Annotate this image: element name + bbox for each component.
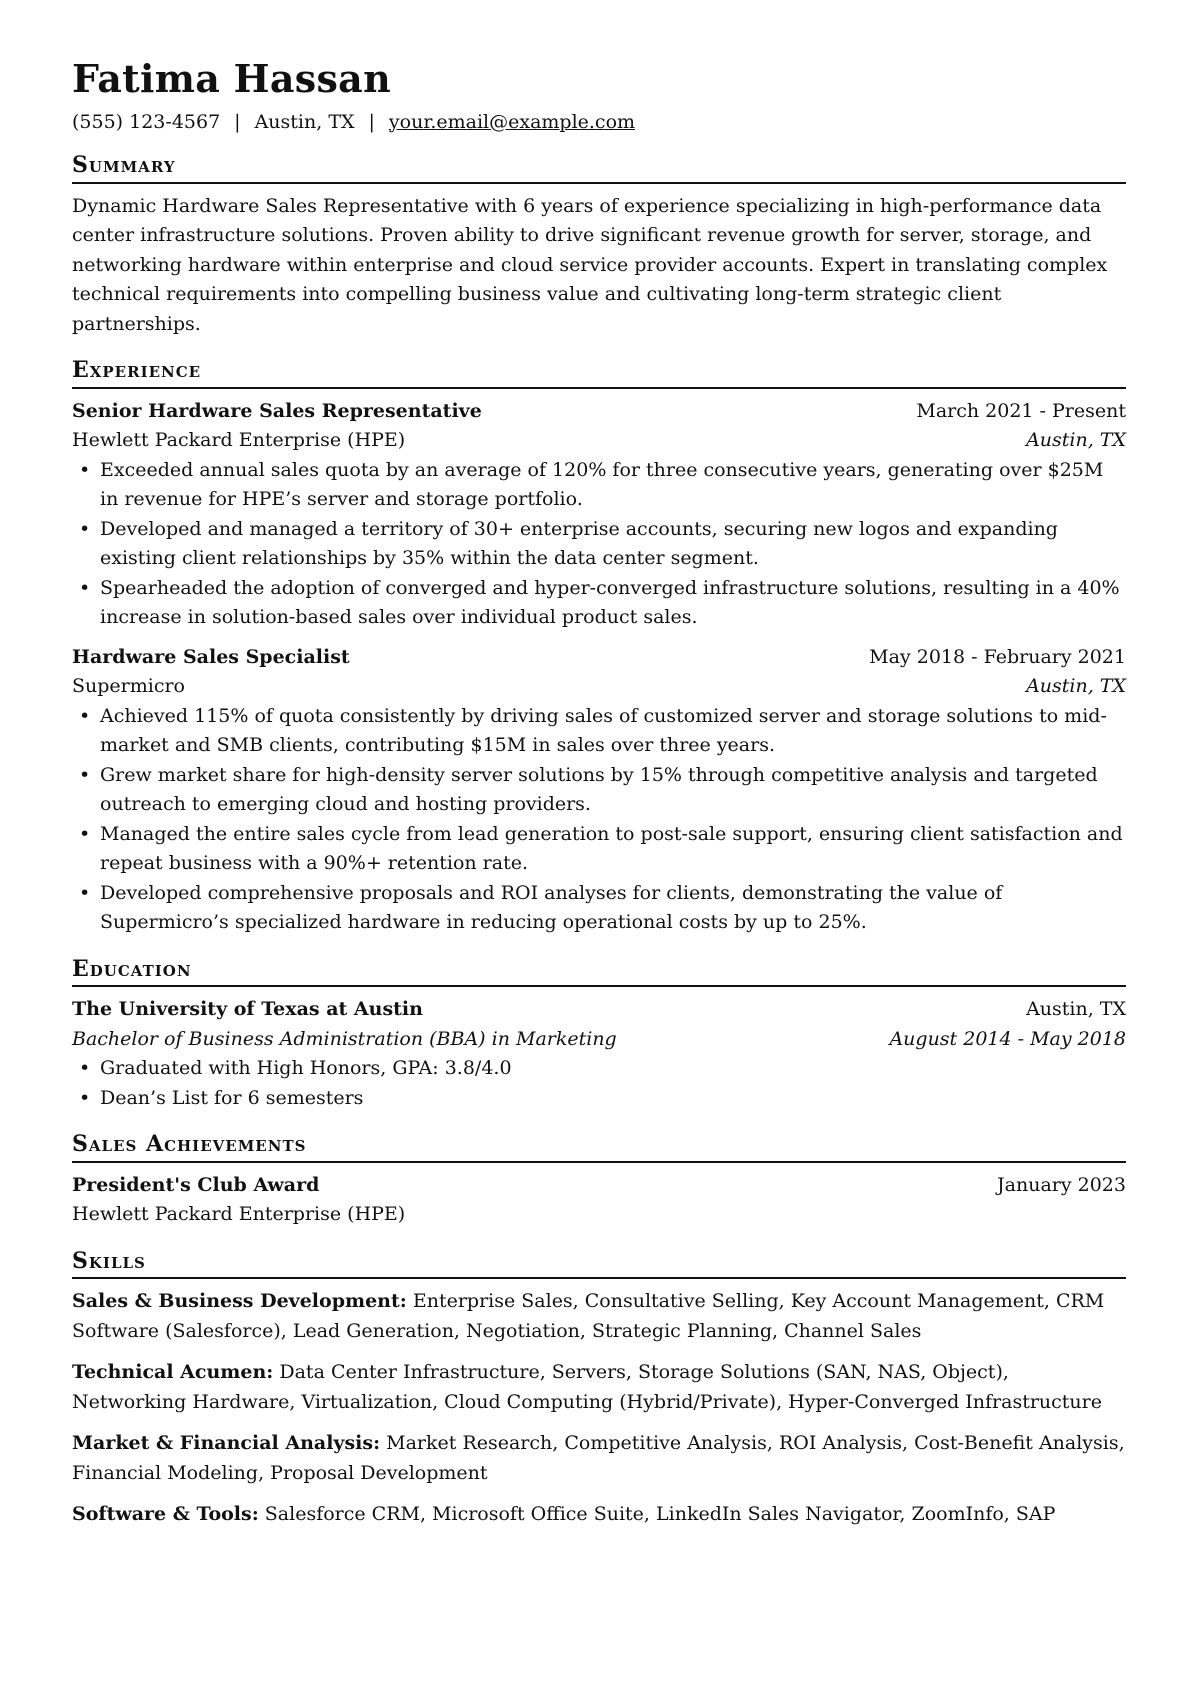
contact-separator: |	[368, 110, 375, 133]
job-title: Hardware Sales Specialist	[72, 645, 350, 668]
job-location: Austin, TX	[1026, 429, 1126, 452]
section-title-skills: Skills	[72, 1248, 1126, 1280]
skill-group	[72, 1358, 1126, 1417]
skill-list: Salesforce CRM, Microsoft Office Suite, LinkedIn Sales Navigator, ZoomInfo, SAP	[264, 1503, 1056, 1526]
experience-entry	[72, 397, 1126, 633]
skill-label: Sales & Business Development:	[72, 1290, 407, 1313]
section-title-summary: Summary	[72, 152, 1126, 184]
skill-list: Data Center Infrastructure, Servers, Storage Solutions (SAN, NAS, Object), Networking Hardware, Virtualization, Cloud Computing (Hybrid/Private), Hyper-Converged Infrastructure	[72, 1361, 1102, 1413]
bullet-item: • Managed the entire sales cycle from lead generation to post-sale support, ensuring client satisfaction and repeat business with a 90%+ retention rate.	[72, 820, 1126, 879]
award-date: January 2023	[997, 1173, 1126, 1196]
achievement-entry	[72, 1171, 1126, 1230]
job-location: Austin, TX	[1026, 675, 1126, 698]
skill-list: Enterprise Sales, Consultative Selling, Key Account Management, CRM Software (Salesforce), Lead Generation, Negotiation, Strategic Planning, Channel Sales	[72, 1290, 1105, 1342]
bullet-list	[72, 456, 1126, 633]
bullet-item: • Grew market share for high-density server solutions by 15% through competitive analysis and targeted outreach to emerging cloud and hosting providers.	[72, 761, 1126, 820]
award-organization: Hewlett Packard Enterprise (HPE)	[72, 1203, 406, 1226]
bullet-item: • Dean’s List for 6 semesters	[72, 1084, 1126, 1114]
resume-page	[72, 56, 1126, 1542]
summary-text: Dynamic Hardware Sales Representative with 6 years of experience specializing in high-performance data center infrastructure solutions. Proven ability to drive significant revenue growth for server, storage, and networking hardware within enterprise and cloud service provider accounts. Expert in translating complex technical requirements into compelling business value and cultivating long-term strategic client partnerships.	[72, 194, 1108, 335]
school-location: Austin, TX	[1026, 998, 1126, 1021]
education-entry	[72, 995, 1126, 1113]
bullet-item: • Developed and managed a territory of 30+ enterprise accounts, securing new logos and expanding existing client relationships by 35% within the data center segment.	[72, 515, 1126, 574]
location: Austin, TX	[254, 110, 355, 133]
degree: Bachelor of Business Administration (BBA) in Marketing	[72, 1027, 617, 1050]
section-title-education: Education	[72, 956, 1126, 988]
company-name: Hewlett Packard Enterprise (HPE)	[72, 429, 406, 452]
bullet-list	[72, 1054, 1126, 1113]
email-link[interactable]: your.email@example.com	[388, 110, 636, 133]
job-dates: May 2018 - February 2021	[869, 645, 1126, 668]
job-title: Senior Hardware Sales Representative	[72, 399, 482, 422]
skill-label: Technical Acumen:	[72, 1361, 274, 1384]
section-title-achievements: Sales Achievements	[72, 1131, 1126, 1163]
skill-label: Software & Tools:	[72, 1503, 259, 1526]
section-title-experience: Experience	[72, 357, 1126, 389]
bullet-item: • Spearheaded the adoption of converged and hyper-converged infrastructure solutions, resulting in a 40% increase in solution-based sales over individual product sales.	[72, 574, 1126, 633]
contact-separator: |	[234, 110, 241, 133]
skill-label: Market & Financial Analysis:	[72, 1432, 381, 1455]
bullet-item: • Graduated with High Honors, GPA: 3.8/4.0	[72, 1054, 1126, 1084]
candidate-name: Fatima Hassan	[72, 56, 392, 101]
skill-group	[72, 1287, 1126, 1346]
bullet-item: • Developed comprehensive proposals and ROI analyses for clients, demonstrating the value of Supermicro’s specialized hardware in reducing operational costs by up to 25%.	[72, 879, 1126, 938]
company-name: Supermicro	[72, 675, 185, 698]
school-name: The University of Texas at Austin	[72, 998, 423, 1021]
award-name: President's Club Award	[72, 1173, 320, 1196]
contact-line	[72, 110, 1126, 135]
education-dates: August 2014 - May 2018	[889, 1027, 1126, 1050]
experience-entry	[72, 643, 1126, 938]
bullet-list	[72, 702, 1126, 938]
bullet-item: • Exceeded annual sales quota by an average of 120% for three consecutive years, generating over $25M in revenue for HPE’s server and storage portfolio.	[72, 456, 1126, 515]
skill-list: Market Research, Competitive Analysis, ROI Analysis, Cost-Benefit Analysis, Financial Modeling, Proposal Development	[72, 1432, 1125, 1484]
skill-group	[72, 1429, 1126, 1488]
job-dates: March 2021 - Present	[916, 399, 1126, 422]
skill-group	[72, 1500, 1126, 1530]
phone-number: (555) 123-4567	[72, 110, 221, 133]
bullet-item: • Achieved 115% of quota consistently by driving sales of customized server and storage solutions to mid-market and SMB clients, contributing $15M in sales over three years.	[72, 702, 1126, 761]
